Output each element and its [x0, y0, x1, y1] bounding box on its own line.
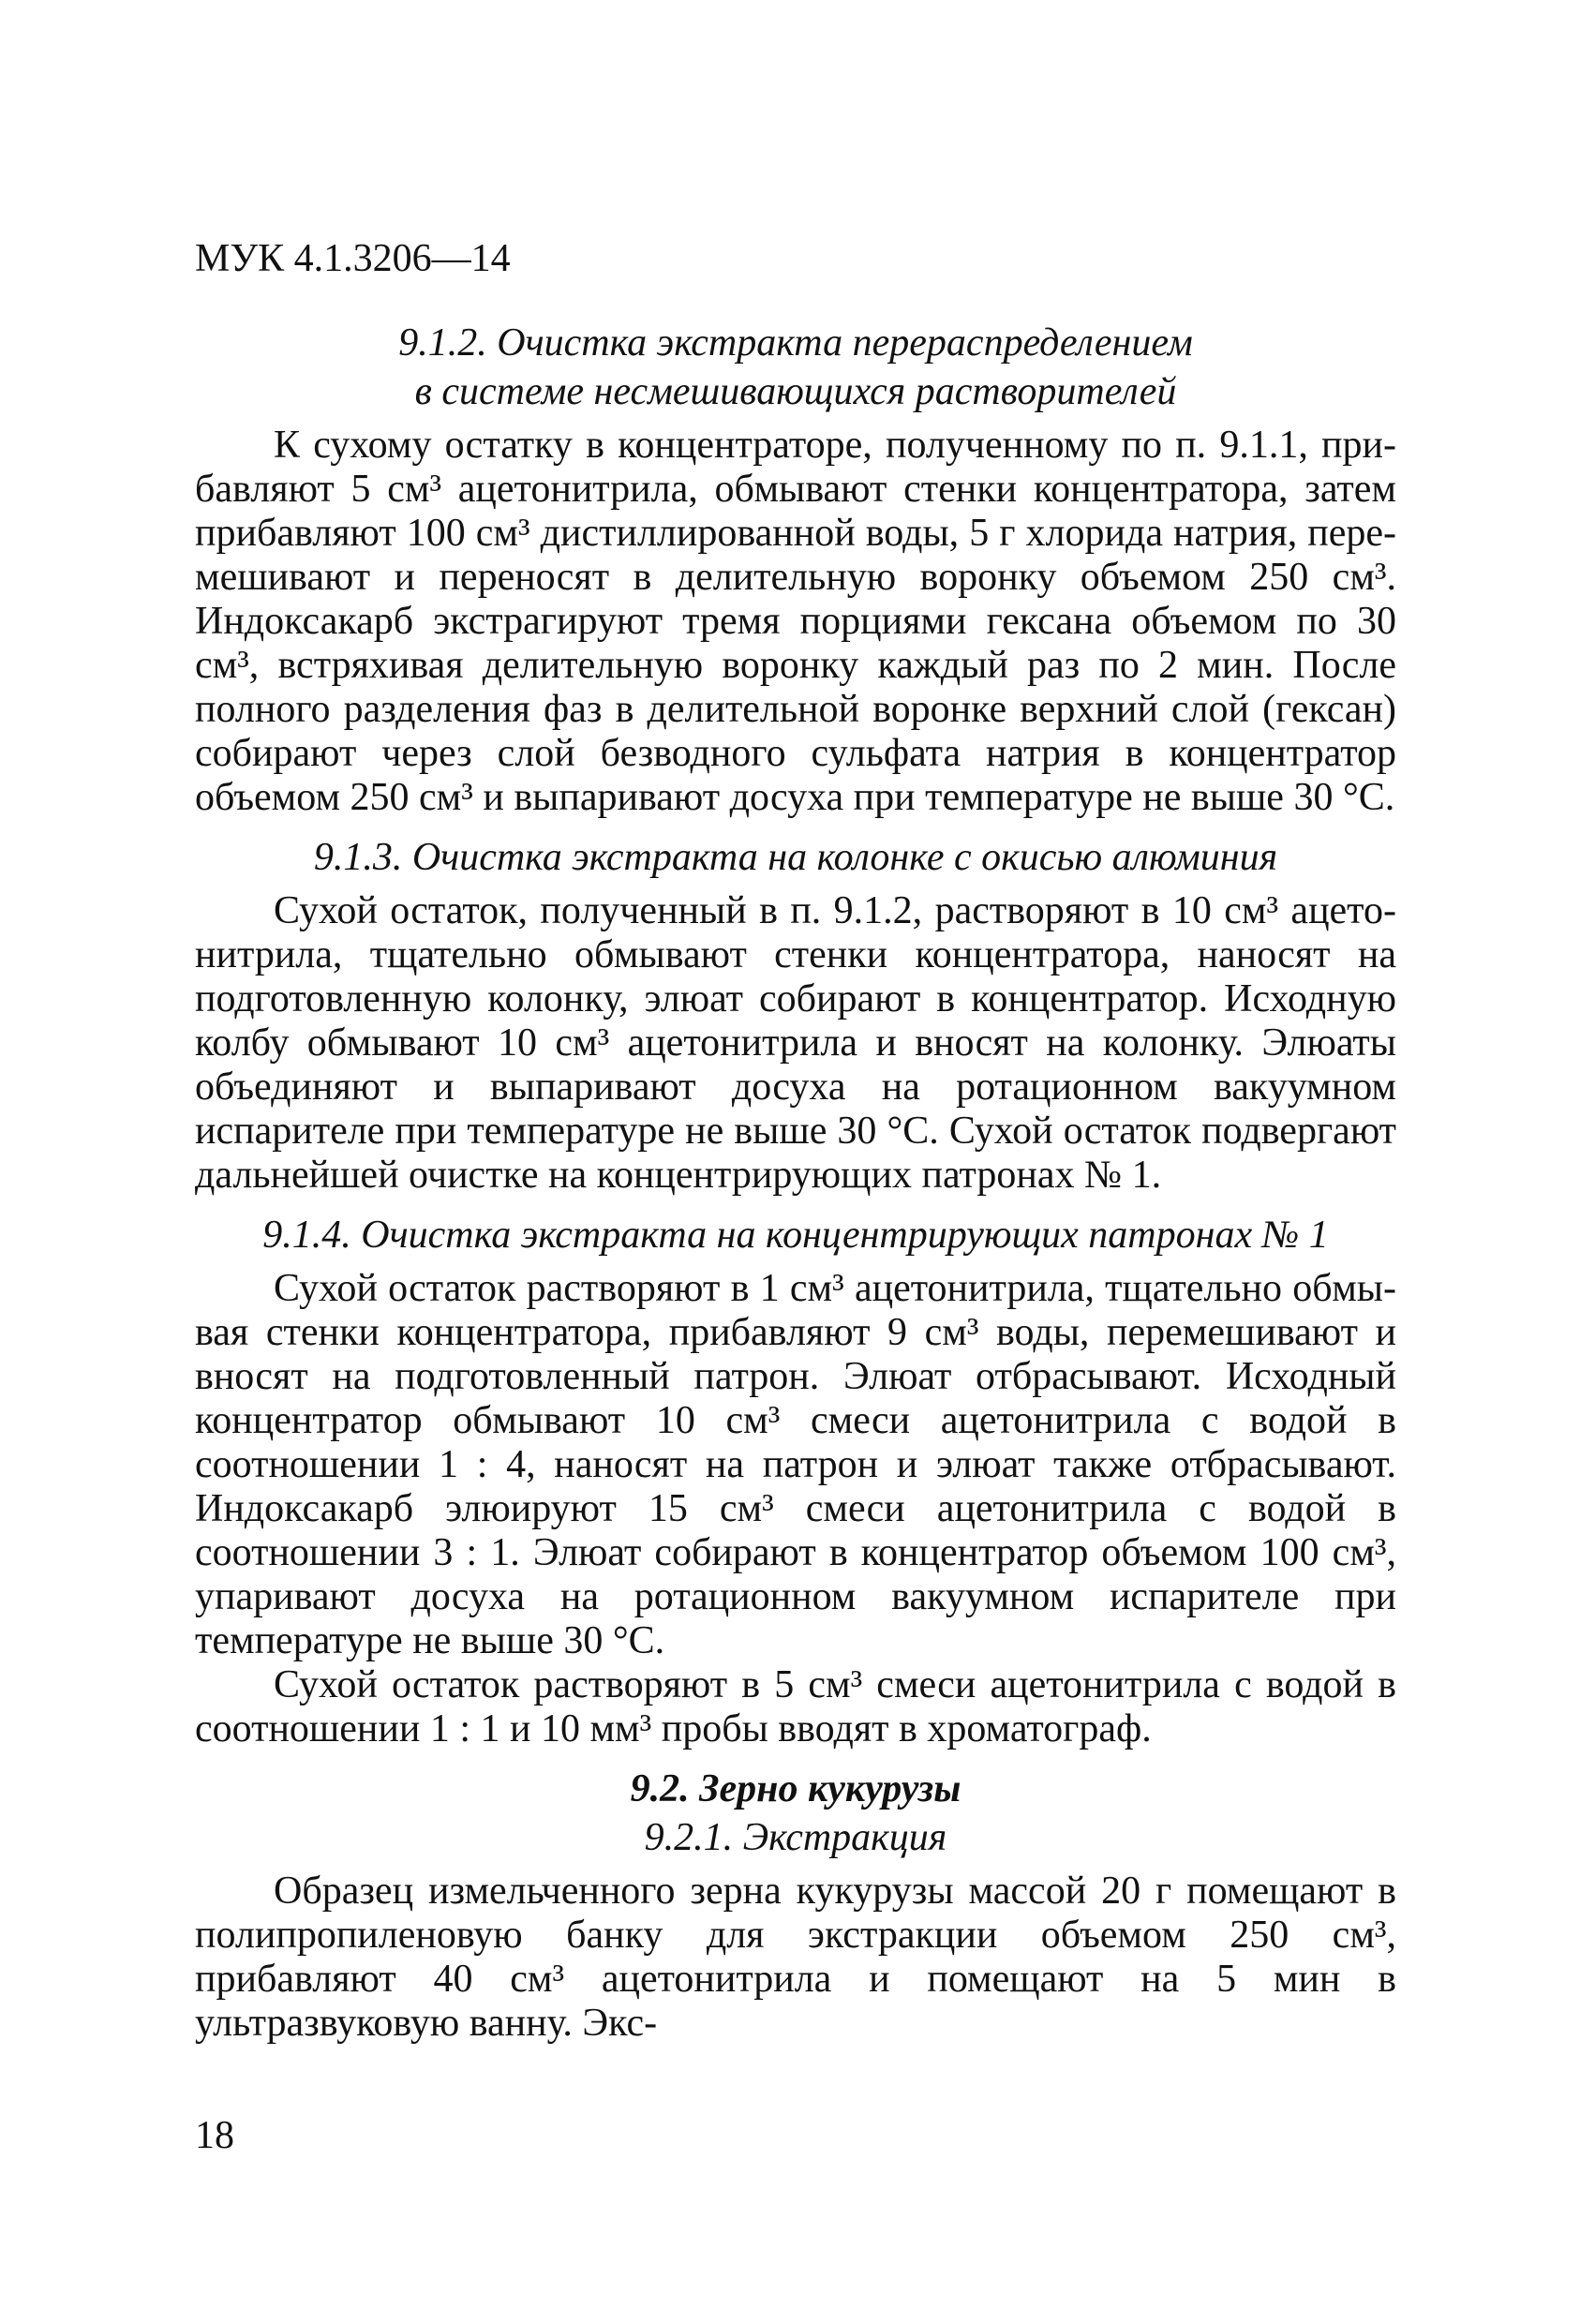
section-heading-9-1-2-line1: 9.1.2. Очистка экстракта перераспределением: [398, 321, 1193, 365]
paragraph-9-2-1: Образец измельченного зерна кукурузы массой 20 г помещают в полипропиленовую банку для экстракции объемом 250 см³, прибавляют 40 см³ ацетонитрила и помещают на 5 мин в ультразвуковую ванну. Экс-: [195, 1870, 1396, 2045]
section-heading-9-1-3: 9.1.3. Очистка экстракта на колонке с окисью алюминия: [313, 836, 1278, 879]
running-header: МУК 4.1.3206—14: [195, 237, 511, 280]
section-heading-9-2-1: 9.2.1. Экстракция: [644, 1816, 947, 1859]
paragraph-9-1-2: К сухому остатку в концентраторе, полученному по п. 9.1.1, прибавляют 5 см³ ацетонитрила, обмывают стенки концентратора, затем прибавляют 100 см³ дистиллированной воды, 5 г хлорида натрия, перемешивают и переносят в делительную воронку объемом 250 см³. Индоксакарб экстрагируют тремя порциями гексана объемом по 30 см³, встряхивая делительную воронку каждый раз по 2 мин. После полного разделения фаз в делительной воронке верхний слой (гексан) собирают через слой безводного сульфата натрия в концентратор объемом 250 см³ и выпаривают досуха при температуре не выше 30 °С.: [195, 424, 1396, 819]
section-heading-9-1-4: 9.1.4. Очистка экстракта на концентрирующих патронах № 1: [262, 1214, 1329, 1257]
section-heading-9-2: 9.2. Зерно кукурузы: [630, 1767, 961, 1810]
paragraph-9-1-4-a: Сухой остаток растворяют в 1 см³ ацетонитрила, тщательно обмывая стенки концентратора, прибавляют 9 см³ воды, перемешивают и вносят на подготовленный патрон. Элюат отбрасывают. Исходный концентратор обмывают 10 см³ смеси ацетонитрила с водой в соотношении 1 : 4, наносят на патрон и элюат также отбрасывают. Индоксакарб элюируют 15 см³ смеси ацетонитрила с водой в соотношении 3 : 1. Элюат собирают в концентратор объемом 100 см³, упаривают досуха на ротационном вакуумном испарителе при температуре не выше 30 °С.: [195, 1267, 1396, 1662]
paragraph-9-1-4-b: Сухой остаток растворяют в 5 см³ смеси ацетонитрила с водой в соотношении 1 : 1 и 10 мм³ пробы вводят в хроматограф.: [195, 1663, 1396, 1750]
paragraph-9-1-3: Сухой остаток, полученный в п. 9.1.2, растворяют в 10 см³ ацетонитрила, тщательно обмывают стенки концентратора, наносят на подготовленную колонку, элюат собирают в концентратор. Исходную колбу обмывают 10 см³ ацетонитрила и вносят на колонку. Элюаты объединяют и выпаривают досуха на ротационном вакуумном испарителе при температуре не выше 30 °С. Сухой остаток подвергают дальнейшей очистке на концентрирующих патронах № 1.: [195, 889, 1396, 1197]
page-number: 18: [195, 2114, 234, 2157]
page-content: [195, 319, 1396, 2046]
section-heading-9-1-2-line2: в системе несмешивающихся растворителей: [414, 370, 1177, 413]
